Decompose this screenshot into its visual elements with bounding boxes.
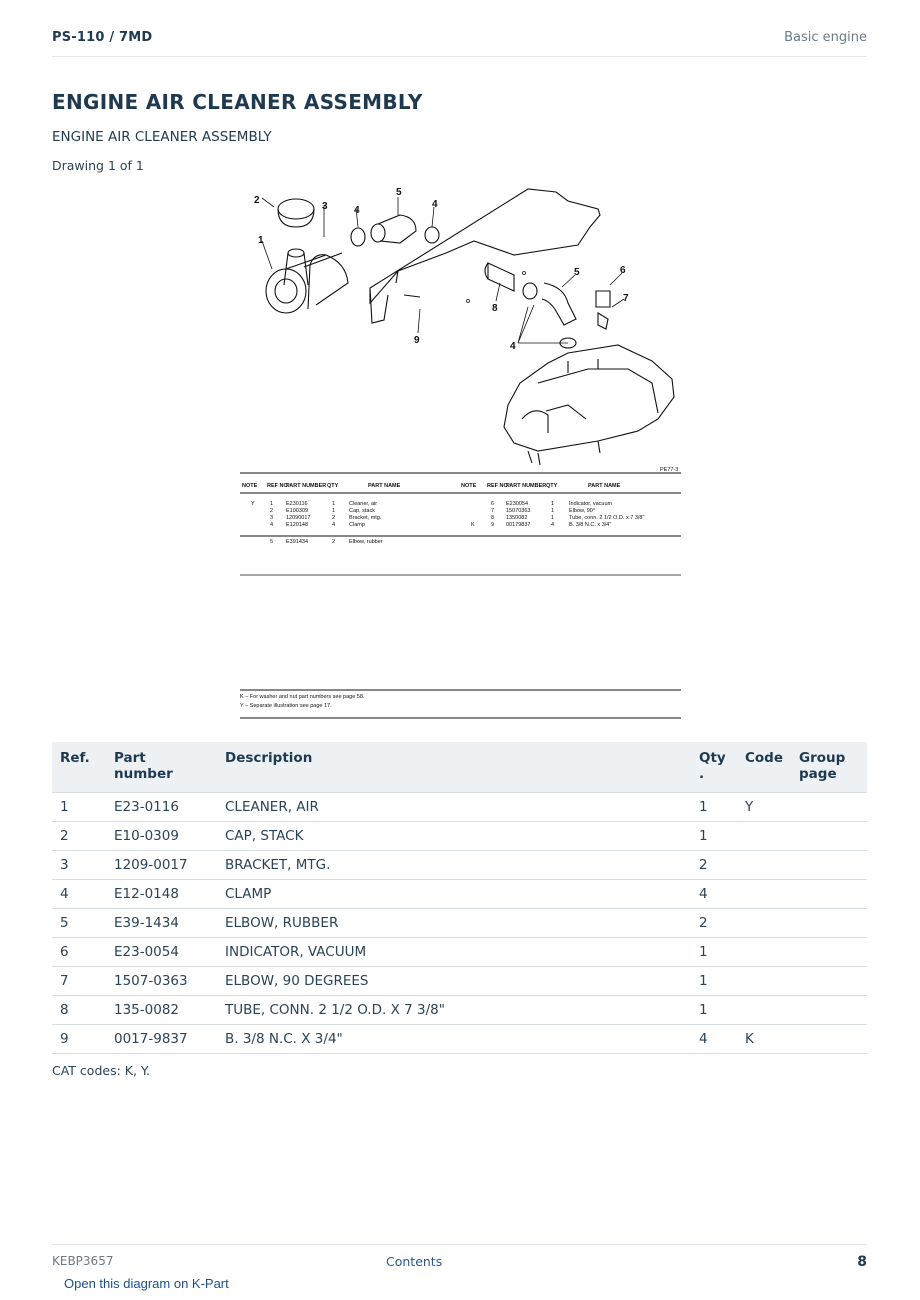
cell-qty: 4 xyxy=(691,880,737,909)
figure-ref-label: PE77-3 xyxy=(660,467,679,473)
cell-description: BRACKET, MTG. xyxy=(217,851,691,880)
contents-link[interactable]: Contents xyxy=(386,1254,443,1269)
callout-2: 2 xyxy=(254,195,260,206)
legacy-cell: 00179837 xyxy=(506,522,531,528)
cell-part-number: E23-0054 xyxy=(106,938,217,967)
callout-1: 1 xyxy=(258,235,264,246)
legacy-header-part-name: PART NAME xyxy=(368,483,401,489)
header-part-number: Part number xyxy=(106,742,217,793)
cell-code xyxy=(737,967,791,996)
cat-codes-note: CAT codes: K, Y. xyxy=(52,1063,150,1078)
callout-3: 3 xyxy=(322,201,328,212)
table-row xyxy=(52,851,867,880)
legacy-cell: 15070363 xyxy=(506,508,531,514)
cell-part-number: E10-0309 xyxy=(106,822,217,851)
cell-ref: 7 xyxy=(52,967,106,996)
legacy-cell: 1 xyxy=(551,501,555,507)
document-title: PS-110 / 7MD xyxy=(52,30,153,45)
cell-part-number: 0017-9837 xyxy=(106,1025,217,1054)
legacy-cell: 7 xyxy=(491,508,495,514)
legacy-header-qty: QTY xyxy=(327,483,339,489)
legacy-cell: 2 xyxy=(332,515,336,521)
legacy-cell: E120148 xyxy=(286,522,309,528)
drawing-count: Drawing 1 of 1 xyxy=(52,158,144,173)
cell-description: TUBE, CONN. 2 1/2 O.D. X 7 3/8" xyxy=(217,996,691,1025)
header-code: Code xyxy=(737,742,791,793)
cell-part-number: 1209-0017 xyxy=(106,851,217,880)
exploded-parts-diagram xyxy=(238,183,683,723)
cell-code: K xyxy=(737,1025,791,1054)
cell-ref: 9 xyxy=(52,1025,106,1054)
cell-description: ELBOW, 90 DEGREES xyxy=(217,967,691,996)
cell-ref: 5 xyxy=(52,909,106,938)
legacy-header-part-name-r: PART NAME xyxy=(588,483,621,489)
parts-table-body xyxy=(52,793,867,1054)
cell-ref: 4 xyxy=(52,880,106,909)
cell-description: INDICATOR, VACUUM xyxy=(217,938,691,967)
legacy-cell: 12090017 xyxy=(286,515,311,521)
cell-group-page xyxy=(791,967,867,996)
cell-group-page xyxy=(791,822,867,851)
cell-code: Y xyxy=(737,793,791,822)
legacy-cell: E100309 xyxy=(286,508,309,514)
legacy-cell: Bracket, mtg. xyxy=(349,515,382,521)
header-group-page: Group page xyxy=(791,742,867,793)
legacy-cell: B. 3/8 N.C. x 3/4" xyxy=(569,522,612,528)
cell-code xyxy=(737,880,791,909)
open-in-kpart-link[interactable]: Open this diagram on K-Part xyxy=(64,1276,229,1291)
legacy-cell: Cleaner, air xyxy=(349,501,378,507)
legacy-cell: Clamp xyxy=(349,522,365,528)
cell-description: B. 3/8 N.C. X 3/4" xyxy=(217,1025,691,1054)
page-header xyxy=(52,28,867,57)
callout-5b: 5 xyxy=(574,267,580,278)
cell-qty: 2 xyxy=(691,851,737,880)
legacy-cell: 5 xyxy=(270,539,274,545)
header-description: Description xyxy=(217,742,691,793)
cell-ref: 3 xyxy=(52,851,106,880)
legacy-header-part-number: PART NUMBER xyxy=(286,483,327,489)
cell-qty: 1 xyxy=(691,996,737,1025)
table-row xyxy=(52,793,867,822)
cell-part-number: E39-1434 xyxy=(106,909,217,938)
legacy-header-ref-r: REF NO. xyxy=(487,483,510,489)
cell-description: CLAMP xyxy=(217,880,691,909)
legacy-cell: 4 xyxy=(551,522,555,528)
legacy-cell: 3 xyxy=(270,515,274,521)
legacy-cell: 6 xyxy=(491,501,495,507)
parts-table xyxy=(52,742,867,1054)
page-footer xyxy=(52,1244,867,1275)
callout-6: 6 xyxy=(620,265,626,276)
table-row xyxy=(52,822,867,851)
callout-7: 7 xyxy=(623,293,629,304)
cell-group-page xyxy=(791,793,867,822)
table-row xyxy=(52,880,867,909)
legacy-cell: E230054 xyxy=(506,501,529,507)
cell-ref: 6 xyxy=(52,938,106,967)
legacy-header-ref: REF NO. xyxy=(267,483,290,489)
page-subtitle: ENGINE AIR CLEANER ASSEMBLY xyxy=(52,129,272,145)
table-row xyxy=(52,967,867,996)
cell-code xyxy=(737,909,791,938)
table-row xyxy=(52,996,867,1025)
cell-code xyxy=(737,996,791,1025)
legacy-cell: Indicator, vacuum xyxy=(569,501,613,507)
parts-table-header-row xyxy=(52,742,867,793)
cell-qty: 1 xyxy=(691,967,737,996)
cell-qty: 2 xyxy=(691,909,737,938)
legacy-cell: 9 xyxy=(491,522,495,528)
legacy-cell: 1 xyxy=(551,515,555,521)
header-qty: Qty . xyxy=(691,742,737,793)
callout-9: 9 xyxy=(414,335,420,346)
table-row xyxy=(52,909,867,938)
cell-qty: 1 xyxy=(691,793,737,822)
cell-part-number: E12-0148 xyxy=(106,880,217,909)
legacy-cell: 4 xyxy=(332,522,336,528)
legacy-header-qty-r: QTY xyxy=(546,483,558,489)
legacy-cell: Tube, conn. 2 1/2 O.D. x 7 3/8" xyxy=(569,515,645,521)
callout-8: 8 xyxy=(492,303,498,314)
legacy-cell: Cap, stack xyxy=(349,508,375,514)
legacy-cell: 1 xyxy=(551,508,555,514)
legacy-cell: 2 xyxy=(270,508,274,514)
diagram-drawing xyxy=(238,183,683,723)
page-number: 8 xyxy=(857,1254,867,1270)
cell-code xyxy=(737,938,791,967)
cell-group-page xyxy=(791,996,867,1025)
legacy-cell: 1350082 xyxy=(506,515,528,521)
legacy-header-note-r: NOTE xyxy=(461,483,477,489)
table-row xyxy=(52,1025,867,1054)
section-name: Basic engine xyxy=(784,30,867,45)
cell-description: ELBOW, RUBBER xyxy=(217,909,691,938)
legacy-cell: 1 xyxy=(332,508,336,514)
callout-4a: 4 xyxy=(354,205,360,216)
legacy-cell: K xyxy=(471,522,475,528)
table-row xyxy=(52,938,867,967)
legacy-footnote-k: K – For washer and nut part numbers see page 58. xyxy=(240,694,365,700)
cell-part-number: 1507-0363 xyxy=(106,967,217,996)
cell-ref: 1 xyxy=(52,793,106,822)
cell-description: CLEANER, AIR xyxy=(217,793,691,822)
header-ref: Ref. xyxy=(52,742,106,793)
cell-part-number: E23-0116 xyxy=(106,793,217,822)
page-title: ENGINE AIR CLEANER ASSEMBLY xyxy=(52,90,423,114)
callout-4c: 4 xyxy=(510,341,516,352)
cell-ref: 8 xyxy=(52,996,106,1025)
legacy-cell: 4 xyxy=(270,522,274,528)
cell-qty: 1 xyxy=(691,822,737,851)
cell-qty: 4 xyxy=(691,1025,737,1054)
document-code: KEBP3657 xyxy=(52,1254,114,1268)
legacy-cell: E230116 xyxy=(286,501,308,507)
cell-ref: 2 xyxy=(52,822,106,851)
legacy-footnote-y: Y – Separate illustration see page 17. xyxy=(240,703,332,709)
legacy-cell: 1 xyxy=(332,501,336,507)
cell-part-number: 135-0082 xyxy=(106,996,217,1025)
cell-qty: 1 xyxy=(691,938,737,967)
cell-group-page xyxy=(791,851,867,880)
cell-code xyxy=(737,822,791,851)
cell-group-page xyxy=(791,880,867,909)
legacy-cell: Elbow, rubber xyxy=(349,539,383,545)
legacy-cell: Y xyxy=(251,501,255,507)
legacy-header-note: NOTE xyxy=(242,483,258,489)
legacy-cell: Elbow, 90° xyxy=(569,508,596,514)
legacy-cell: 2 xyxy=(332,539,336,545)
legacy-header-part-number-r: PART NUMBER xyxy=(506,483,547,489)
cell-description: CAP, STACK xyxy=(217,822,691,851)
legacy-cell: 1 xyxy=(270,501,274,507)
cell-code xyxy=(737,851,791,880)
cell-group-page xyxy=(791,909,867,938)
callout-5a: 5 xyxy=(396,187,402,198)
cell-group-page xyxy=(791,938,867,967)
callout-4b: 4 xyxy=(432,199,438,210)
legacy-cell: 8 xyxy=(491,515,495,521)
cell-group-page xyxy=(791,1025,867,1054)
legacy-cell: E391434 xyxy=(286,539,309,545)
